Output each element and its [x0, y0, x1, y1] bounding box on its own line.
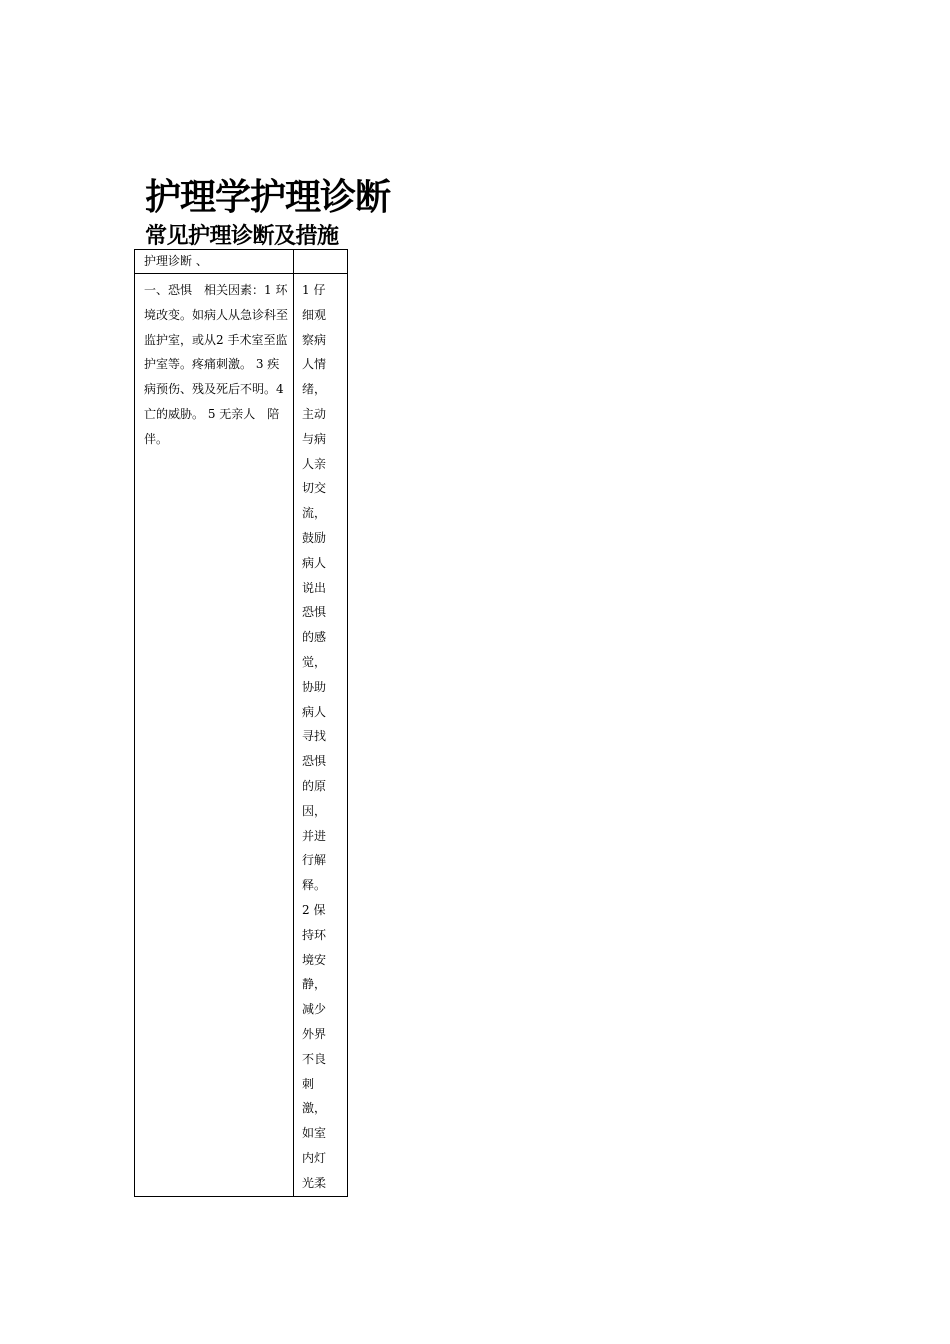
diagnosis-cell [135, 274, 294, 1197]
section-title: 常见护理诊断及措施 [145, 223, 339, 249]
header-measures-cell [294, 250, 348, 274]
table-header-row [135, 250, 348, 274]
table-row [135, 274, 348, 1197]
measures-text: 1 仔细观察病人情绪，主动与病人亲切交流，鼓励病人说出恐惧的感觉，协助病人寻找恐惧的原因，并进行解释。2 保持环境安静，减少外界不良刺激，如室内灯光柔 [302, 283, 327, 1190]
page-title: 护理学护理诊断 [145, 176, 391, 218]
nursing-diagnosis-table [134, 249, 348, 1197]
header-diagnosis-cell: 护理诊断 、 [135, 250, 294, 274]
measures-cell [294, 274, 348, 1197]
diagnosis-text: 一、恐惧 相关因素：1 环境改变。如病人从急诊科至监护室，或从2 手术室至监护室等。疼痛刺激。 3 疾病预伤、残及死后不明。4 亡的威胁。 5 无亲人 陪伴。 [144, 283, 289, 446]
